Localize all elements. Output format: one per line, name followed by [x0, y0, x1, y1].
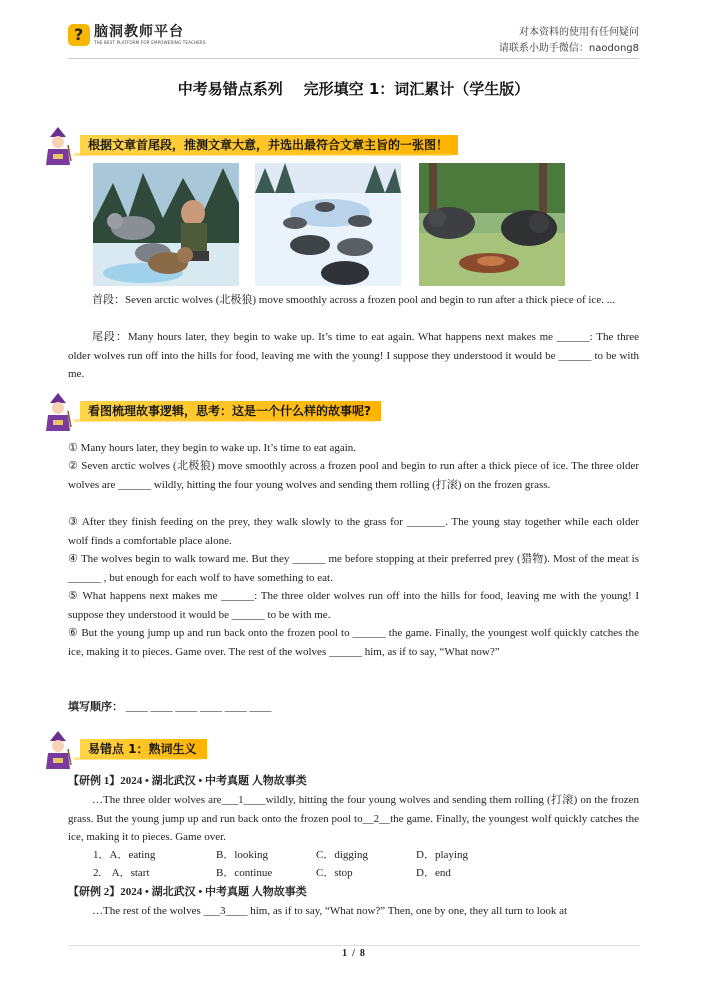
blank-1[interactable]: ___1____	[221, 794, 266, 806]
section-1-banner: 根据文章首尾段，推测文章大意，并选出最符合文章主旨的一张图！	[80, 135, 458, 155]
brand-logo	[68, 24, 206, 46]
ex1-text-a: …The three older wolves are	[92, 794, 222, 806]
q2-option-d[interactable]: D．end	[416, 867, 451, 879]
wizard-mascot-icon	[44, 731, 72, 771]
footer-divider	[68, 945, 639, 946]
q1-option-a[interactable]: 1．A．eating	[93, 849, 156, 861]
contact-line-2: 请联系小助手微信：naodong8	[498, 43, 639, 54]
blank-3[interactable]: ___3____	[203, 905, 248, 917]
order-fill-line	[68, 698, 639, 717]
tail-text: Many hours later, they begin to wake up. It’s time to eat again. What happens next makes me ______: The three older wolves run off into the hills for food, leaving me with the young! I suppose they understood it would be ______ to be with me.	[68, 331, 639, 381]
ex2-text-b: him, as if to say, “What now?” Then, one by one, they all turn to look at	[250, 905, 568, 917]
image-wolves-on-ice[interactable]	[255, 163, 401, 286]
logo-title: 脑洞教师平台	[94, 24, 184, 40]
example-1-passage	[68, 791, 639, 847]
order-label: 填写顺序：	[68, 700, 123, 713]
tail-label: 尾段：	[92, 331, 128, 343]
section-3-heading	[44, 731, 344, 775]
q1-option-c[interactable]: C．digging	[316, 849, 368, 861]
story-item-1: ① Many hours later, they begin to wake up. It’s time to eat again.	[68, 442, 357, 454]
page-header	[0, 0, 707, 60]
q2-option-b[interactable]: B．continue	[216, 867, 273, 879]
page-title: 中考易错点系列 完形填空 1：词汇累计（学生版）	[177, 80, 530, 98]
ex2-text-a: …The rest of the wolves	[92, 905, 201, 917]
passage-head-paragraph	[68, 291, 639, 310]
logo-tagline: THE BEST PLATFORM FOR EMPOWERING TEACHERS	[94, 40, 206, 45]
story-item-6: ⑥ But the young jump up and run back onto the frozen pool to ______ the game. Finally, the youngest wolf quickly catches the ice, making it to pieces. Game over. The rest of the wolves ______ him, as if to say, “What now?”	[68, 627, 639, 658]
ex1-text-c: the game. Finally, the youngest wolf quickly catches the ice, making it to pieces. Game over.	[68, 812, 639, 844]
wizard-mascot-icon	[44, 393, 72, 433]
example-2-label: 【研例 2】2024 • 湖北武汉 • 中考真题 人物故事类	[68, 886, 307, 898]
q2-option-c[interactable]: C．stop	[316, 867, 353, 879]
section-2-banner: 看图梳理故事逻辑，思考：这是一个什么样的故事呢?	[80, 401, 381, 421]
section-2-heading	[44, 393, 484, 437]
order-blanks[interactable]: ____ ____ ____ ____ ____ ____	[125, 701, 272, 713]
q1-option-b[interactable]: B．looking	[216, 849, 268, 861]
blank-2[interactable]: __2__	[362, 812, 391, 825]
section-3-banner: 易错点 1：熟词生义	[80, 739, 207, 759]
contact-line-1: 对本资料的使用有任何疑问	[519, 27, 639, 38]
ex1-text-b: wildly, hitting the four young wolves and sending them rolling (打滚) on the frozen grass. But the young jump up and run back onto the frozen pool to	[68, 794, 639, 825]
story-item-5: ⑤ What happens next makes me ______: The three older wolves run off into the hills for food, leaving me with the young! I suppose they understood it would be ______ to be with me.	[68, 590, 639, 621]
example-2-passage	[68, 902, 639, 921]
story-item-3: ③ After they finish feeding on the prey, they walk slowly to the grass for _______. The young stay together while each older wolf finds a comfortable place alone.	[68, 516, 639, 547]
story-item-4: ④ The wolves begin to walk toward me. But they ______ me before stopping at their preferred prey (猎物). Most of the meat is ______ , but enough for each wolf to have something to eat.	[68, 553, 639, 584]
story-item-2: ② Seven arctic wolves (北极狼) move smoothly across a frozen pool and begin to run after a thick piece of ice. The three older wolves are ______ wildly, hitting the four young wolves and sending them rolling (打滚) on the frozen grass.	[68, 460, 639, 491]
page-number: 1 / 8	[342, 948, 365, 959]
question-mark-icon	[68, 24, 90, 46]
q1-option-d[interactable]: D．playing	[416, 849, 468, 861]
head-text: Seven arctic wolves (北极狼) move smoothly across a frozen pool and begin to run after a thick piece of ice. ...	[125, 294, 615, 306]
q2-option-a[interactable]: 2. A．start	[93, 867, 150, 879]
header-divider	[68, 58, 639, 59]
passage-tail-paragraph	[68, 328, 639, 384]
image-wolves-feeding[interactable]	[419, 163, 565, 286]
example-1-label: 【研例 1】2024 • 湖北武汉 • 中考真题 人物故事类	[68, 775, 307, 787]
contact-note	[499, 25, 639, 57]
wizard-mascot-icon	[44, 127, 72, 167]
image-man-with-wolves[interactable]	[93, 163, 239, 286]
head-label: 首段：	[92, 293, 125, 306]
